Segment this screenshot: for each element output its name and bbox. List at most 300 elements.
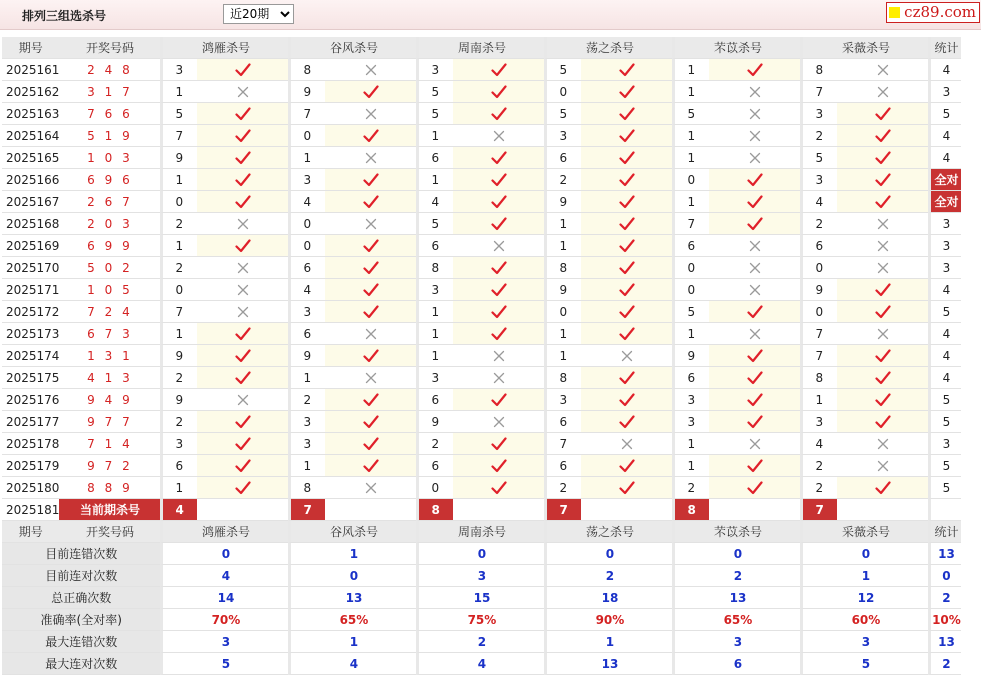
check-icon bbox=[453, 455, 544, 477]
check-icon bbox=[197, 323, 288, 345]
cross-icon bbox=[197, 213, 288, 235]
check-icon bbox=[453, 81, 544, 103]
cross-icon bbox=[837, 81, 928, 103]
col-period: 期号 bbox=[2, 521, 59, 543]
row-kill-number: 1 bbox=[672, 81, 709, 103]
row-stat: 5 bbox=[928, 103, 961, 125]
table-row bbox=[2, 103, 961, 125]
summary-value: 13 bbox=[672, 587, 800, 609]
row-period: 2025166 bbox=[2, 169, 59, 191]
row-kill-number: 1 bbox=[160, 477, 197, 499]
table-row bbox=[2, 345, 961, 367]
check-icon bbox=[325, 279, 416, 301]
row-kill-number: 7 bbox=[800, 323, 837, 345]
row-kill-number: 4 bbox=[800, 191, 837, 213]
col-stat: 统计 bbox=[928, 37, 961, 59]
row-kill-number: 1 bbox=[160, 169, 197, 191]
summary-stat: 2 bbox=[928, 653, 961, 675]
row-kill-number: 0 bbox=[416, 477, 453, 499]
col-expert-1: 谷风杀号 bbox=[288, 521, 416, 543]
summary-value: 4 bbox=[416, 653, 544, 675]
check-icon bbox=[837, 279, 928, 301]
logo-square-icon bbox=[889, 7, 900, 18]
check-icon bbox=[325, 235, 416, 257]
row-period: 2025170 bbox=[2, 257, 59, 279]
cross-icon bbox=[837, 235, 928, 257]
summary-stat: 13 bbox=[928, 543, 961, 565]
table-row bbox=[2, 433, 961, 455]
row-kill-number: 2 bbox=[160, 257, 197, 279]
summary-stat: 13 bbox=[928, 631, 961, 653]
check-icon bbox=[581, 477, 672, 499]
row-kill-number: 0 bbox=[672, 169, 709, 191]
row-kill-number: 3 bbox=[288, 411, 325, 433]
table-row bbox=[2, 191, 961, 213]
row-kill-number: 6 bbox=[672, 367, 709, 389]
table-row bbox=[2, 323, 961, 345]
row-period: 2025169 bbox=[2, 235, 59, 257]
row-kill-number: 3 bbox=[160, 433, 197, 455]
row-kill-number: 0 bbox=[160, 191, 197, 213]
cross-icon bbox=[453, 411, 544, 433]
row-kill-number: 1 bbox=[288, 147, 325, 169]
current-stat-cell bbox=[928, 499, 961, 521]
table-row bbox=[2, 257, 961, 279]
summary-value: 0 bbox=[544, 543, 672, 565]
logo-text: cz89.com bbox=[904, 3, 976, 21]
row-kill-number: 2 bbox=[800, 125, 837, 147]
current-empty-cell bbox=[581, 499, 672, 521]
summary-value: 4 bbox=[288, 653, 416, 675]
row-kill-number: 8 bbox=[544, 367, 581, 389]
col-expert-1: 谷风杀号 bbox=[288, 37, 416, 59]
check-icon bbox=[197, 103, 288, 125]
cross-icon bbox=[453, 235, 544, 257]
row-period: 2025180 bbox=[2, 477, 59, 499]
col-open-number: 开奖号码 bbox=[59, 521, 160, 543]
check-icon bbox=[837, 389, 928, 411]
summary-value: 3 bbox=[160, 631, 288, 653]
row-kill-number: 6 bbox=[288, 257, 325, 279]
current-kill-number: 7 bbox=[288, 499, 325, 521]
cross-icon bbox=[197, 279, 288, 301]
check-icon bbox=[581, 455, 672, 477]
row-kill-number: 6 bbox=[544, 147, 581, 169]
col-open-number: 开奖号码 bbox=[59, 37, 160, 59]
row-kill-number: 3 bbox=[544, 125, 581, 147]
row-open-number: 9 7 7 bbox=[59, 411, 160, 433]
row-open-number: 1 3 1 bbox=[59, 345, 160, 367]
check-icon bbox=[709, 477, 800, 499]
row-kill-number: 3 bbox=[288, 433, 325, 455]
check-icon bbox=[581, 323, 672, 345]
row-kill-number: 7 bbox=[288, 103, 325, 125]
check-icon bbox=[453, 433, 544, 455]
check-icon bbox=[197, 455, 288, 477]
row-kill-number: 1 bbox=[672, 147, 709, 169]
cross-icon bbox=[709, 323, 800, 345]
col-expert-2: 周南杀号 bbox=[416, 521, 544, 543]
cross-icon bbox=[837, 455, 928, 477]
table-row bbox=[2, 147, 961, 169]
cross-icon bbox=[837, 59, 928, 81]
row-stat: 5 bbox=[928, 411, 961, 433]
summary-stat: 2 bbox=[928, 587, 961, 609]
check-icon bbox=[453, 169, 544, 191]
check-icon bbox=[709, 411, 800, 433]
summary-value: 75% bbox=[416, 609, 544, 631]
row-period: 2025177 bbox=[2, 411, 59, 433]
row-kill-number: 2 bbox=[800, 213, 837, 235]
row-kill-number: 9 bbox=[672, 345, 709, 367]
row-kill-number: 3 bbox=[160, 59, 197, 81]
check-icon bbox=[197, 191, 288, 213]
col-expert-4: 芣苡杀号 bbox=[672, 37, 800, 59]
row-kill-number: 5 bbox=[544, 59, 581, 81]
check-icon bbox=[581, 389, 672, 411]
row-open-number: 5 1 9 bbox=[59, 125, 160, 147]
summary-value: 1 bbox=[288, 543, 416, 565]
check-icon bbox=[837, 301, 928, 323]
check-icon bbox=[581, 103, 672, 125]
top-bar bbox=[0, 0, 981, 30]
cross-icon bbox=[837, 433, 928, 455]
summary-value: 1 bbox=[800, 565, 928, 587]
cross-icon bbox=[325, 367, 416, 389]
row-period: 2025178 bbox=[2, 433, 59, 455]
check-icon bbox=[581, 125, 672, 147]
cross-icon bbox=[709, 81, 800, 103]
current-kill-number: 8 bbox=[672, 499, 709, 521]
row-kill-number: 9 bbox=[544, 279, 581, 301]
row-stat: 5 bbox=[928, 455, 961, 477]
row-kill-number: 1 bbox=[416, 323, 453, 345]
row-open-number: 7 2 4 bbox=[59, 301, 160, 323]
check-icon bbox=[325, 389, 416, 411]
check-icon bbox=[581, 213, 672, 235]
current-empty-cell bbox=[837, 499, 928, 521]
check-icon bbox=[581, 301, 672, 323]
check-icon bbox=[709, 389, 800, 411]
row-kill-number: 7 bbox=[160, 301, 197, 323]
kill-number-table bbox=[2, 37, 961, 675]
row-kill-number: 9 bbox=[160, 345, 197, 367]
check-icon bbox=[325, 191, 416, 213]
check-icon bbox=[325, 257, 416, 279]
check-icon bbox=[837, 411, 928, 433]
check-icon bbox=[197, 367, 288, 389]
summary-value: 2 bbox=[544, 565, 672, 587]
check-icon bbox=[197, 477, 288, 499]
check-icon bbox=[197, 433, 288, 455]
check-icon bbox=[709, 455, 800, 477]
cross-icon bbox=[709, 103, 800, 125]
row-kill-number: 1 bbox=[160, 81, 197, 103]
row-kill-number: 2 bbox=[544, 169, 581, 191]
row-kill-number: 1 bbox=[672, 59, 709, 81]
row-kill-number: 9 bbox=[160, 389, 197, 411]
row-stat: 5 bbox=[928, 389, 961, 411]
row-kill-number: 9 bbox=[544, 191, 581, 213]
row-kill-number: 1 bbox=[416, 169, 453, 191]
row-kill-number: 3 bbox=[672, 389, 709, 411]
cross-icon bbox=[197, 389, 288, 411]
current-empty-cell bbox=[709, 499, 800, 521]
summary-value: 70% bbox=[160, 609, 288, 631]
row-stat: 4 bbox=[928, 367, 961, 389]
summary-label: 准确率(全对率) bbox=[2, 609, 160, 631]
check-icon bbox=[453, 213, 544, 235]
cross-icon bbox=[709, 235, 800, 257]
summary-label: 目前连对次数 bbox=[2, 565, 160, 587]
row-kill-number: 5 bbox=[416, 213, 453, 235]
row-kill-number: 1 bbox=[288, 367, 325, 389]
row-period: 2025168 bbox=[2, 213, 59, 235]
row-period: 2025175 bbox=[2, 367, 59, 389]
row-open-number: 8 8 9 bbox=[59, 477, 160, 499]
row-kill-number: 3 bbox=[288, 301, 325, 323]
row-open-number: 9 7 2 bbox=[59, 455, 160, 477]
site-logo[interactable] bbox=[886, 2, 980, 23]
check-icon bbox=[581, 59, 672, 81]
col-expert-0: 鸿雁杀号 bbox=[160, 521, 288, 543]
summary-value: 14 bbox=[160, 587, 288, 609]
row-open-number: 3 1 7 bbox=[59, 81, 160, 103]
row-kill-number: 3 bbox=[672, 411, 709, 433]
summary-value: 0 bbox=[288, 565, 416, 587]
check-icon bbox=[453, 477, 544, 499]
check-icon bbox=[325, 455, 416, 477]
summary-value: 65% bbox=[672, 609, 800, 631]
current-period: 2025181 bbox=[2, 499, 59, 521]
check-icon bbox=[453, 279, 544, 301]
row-kill-number: 1 bbox=[544, 323, 581, 345]
row-open-number: 1 0 3 bbox=[59, 147, 160, 169]
row-kill-number: 0 bbox=[288, 213, 325, 235]
row-kill-number: 4 bbox=[288, 279, 325, 301]
check-icon bbox=[325, 125, 416, 147]
summary-label: 目前连错次数 bbox=[2, 543, 160, 565]
row-kill-number: 9 bbox=[288, 345, 325, 367]
summary-stat: 10% bbox=[928, 609, 961, 631]
table-row bbox=[2, 279, 961, 301]
summary-value: 6 bbox=[672, 653, 800, 675]
table-row bbox=[2, 389, 961, 411]
check-icon bbox=[325, 433, 416, 455]
check-icon bbox=[709, 191, 800, 213]
check-icon bbox=[837, 345, 928, 367]
row-period: 2025165 bbox=[2, 147, 59, 169]
summary-value: 0 bbox=[800, 543, 928, 565]
period-range-select[interactable] bbox=[223, 4, 294, 24]
row-kill-number: 8 bbox=[800, 367, 837, 389]
cross-icon bbox=[837, 257, 928, 279]
row-kill-number: 1 bbox=[672, 125, 709, 147]
row-open-number: 6 9 9 bbox=[59, 235, 160, 257]
summary-value: 13 bbox=[288, 587, 416, 609]
check-icon bbox=[581, 279, 672, 301]
page-title: 排列三组选杀号 bbox=[22, 9, 107, 23]
row-kill-number: 8 bbox=[288, 477, 325, 499]
check-icon bbox=[453, 191, 544, 213]
row-stat: 5 bbox=[928, 301, 961, 323]
table-row bbox=[2, 455, 961, 477]
row-kill-number: 1 bbox=[288, 455, 325, 477]
row-kill-number: 0 bbox=[288, 125, 325, 147]
row-kill-number: 0 bbox=[672, 279, 709, 301]
check-icon bbox=[197, 345, 288, 367]
row-kill-number: 9 bbox=[288, 81, 325, 103]
check-icon bbox=[581, 191, 672, 213]
row-kill-number: 8 bbox=[800, 59, 837, 81]
current-empty-cell bbox=[197, 499, 288, 521]
table-row bbox=[2, 169, 961, 191]
check-icon bbox=[581, 411, 672, 433]
row-stat: 3 bbox=[928, 213, 961, 235]
row-kill-number: 6 bbox=[416, 455, 453, 477]
row-period: 2025172 bbox=[2, 301, 59, 323]
row-kill-number: 0 bbox=[672, 257, 709, 279]
row-kill-number: 6 bbox=[416, 389, 453, 411]
cross-icon bbox=[837, 323, 928, 345]
row-kill-number: 2 bbox=[672, 477, 709, 499]
row-kill-number: 6 bbox=[800, 235, 837, 257]
check-icon bbox=[197, 125, 288, 147]
row-stat: 3 bbox=[928, 257, 961, 279]
row-kill-number: 5 bbox=[416, 103, 453, 125]
summary-value: 12 bbox=[800, 587, 928, 609]
row-kill-number: 7 bbox=[544, 433, 581, 455]
row-period: 2025161 bbox=[2, 59, 59, 81]
row-kill-number: 1 bbox=[416, 345, 453, 367]
col-expert-3: 荡之杀号 bbox=[544, 521, 672, 543]
cross-icon bbox=[709, 125, 800, 147]
summary-value: 2 bbox=[672, 565, 800, 587]
row-kill-number: 8 bbox=[544, 257, 581, 279]
row-kill-number: 4 bbox=[800, 433, 837, 455]
row-kill-number: 1 bbox=[672, 323, 709, 345]
table-row bbox=[2, 301, 961, 323]
row-kill-number: 7 bbox=[800, 81, 837, 103]
row-period: 2025171 bbox=[2, 279, 59, 301]
summary-stat: 0 bbox=[928, 565, 961, 587]
row-kill-number: 3 bbox=[416, 367, 453, 389]
check-icon bbox=[709, 59, 800, 81]
row-open-number: 7 6 6 bbox=[59, 103, 160, 125]
table-row bbox=[2, 411, 961, 433]
row-kill-number: 3 bbox=[288, 169, 325, 191]
current-period-row bbox=[2, 499, 961, 521]
top-header-row bbox=[2, 37, 961, 59]
table-row bbox=[2, 235, 961, 257]
check-icon bbox=[581, 81, 672, 103]
row-period: 2025164 bbox=[2, 125, 59, 147]
summary-value: 0 bbox=[160, 543, 288, 565]
row-kill-number: 9 bbox=[160, 147, 197, 169]
row-kill-number: 3 bbox=[544, 389, 581, 411]
row-kill-number: 1 bbox=[544, 213, 581, 235]
row-kill-number: 1 bbox=[800, 389, 837, 411]
row-kill-number: 1 bbox=[544, 345, 581, 367]
table-row bbox=[2, 125, 961, 147]
row-period: 2025162 bbox=[2, 81, 59, 103]
row-kill-number: 5 bbox=[416, 81, 453, 103]
current-kill-number: 4 bbox=[160, 499, 197, 521]
check-icon bbox=[197, 59, 288, 81]
row-open-number: 4 1 3 bbox=[59, 367, 160, 389]
cross-icon bbox=[453, 125, 544, 147]
check-icon bbox=[837, 367, 928, 389]
summary-value: 90% bbox=[544, 609, 672, 631]
cross-icon bbox=[197, 81, 288, 103]
check-icon bbox=[325, 81, 416, 103]
cross-icon bbox=[709, 147, 800, 169]
check-icon bbox=[709, 213, 800, 235]
summary-value: 13 bbox=[544, 653, 672, 675]
row-kill-number: 5 bbox=[672, 103, 709, 125]
row-kill-number: 6 bbox=[160, 455, 197, 477]
table-row bbox=[2, 81, 961, 103]
row-kill-number: 2 bbox=[288, 389, 325, 411]
check-icon bbox=[837, 191, 928, 213]
table-row bbox=[2, 477, 961, 499]
current-kill-label: 当前期杀号 bbox=[59, 499, 160, 521]
current-empty-cell bbox=[453, 499, 544, 521]
row-open-number: 1 0 5 bbox=[59, 279, 160, 301]
check-icon bbox=[581, 257, 672, 279]
row-stat: 3 bbox=[928, 235, 961, 257]
row-open-number: 5 0 2 bbox=[59, 257, 160, 279]
col-expert-3: 荡之杀号 bbox=[544, 37, 672, 59]
check-icon bbox=[453, 147, 544, 169]
row-kill-number: 1 bbox=[672, 455, 709, 477]
summary-value: 1 bbox=[288, 631, 416, 653]
summary-value: 4 bbox=[160, 565, 288, 587]
cross-icon bbox=[325, 323, 416, 345]
check-icon bbox=[581, 367, 672, 389]
all-correct-badge: 全对 bbox=[928, 191, 961, 213]
cross-icon bbox=[709, 257, 800, 279]
current-empty-cell bbox=[325, 499, 416, 521]
row-period: 2025176 bbox=[2, 389, 59, 411]
cross-icon bbox=[453, 345, 544, 367]
row-period: 2025179 bbox=[2, 455, 59, 477]
row-kill-number: 1 bbox=[160, 235, 197, 257]
row-kill-number: 2 bbox=[800, 477, 837, 499]
check-icon bbox=[581, 235, 672, 257]
row-kill-number: 3 bbox=[800, 411, 837, 433]
summary-value: 18 bbox=[544, 587, 672, 609]
row-period: 2025173 bbox=[2, 323, 59, 345]
summary-label: 总正确次数 bbox=[2, 587, 160, 609]
row-kill-number: 9 bbox=[800, 279, 837, 301]
row-stat: 4 bbox=[928, 345, 961, 367]
row-kill-number: 4 bbox=[416, 191, 453, 213]
row-stat: 3 bbox=[928, 81, 961, 103]
summary-value: 0 bbox=[672, 543, 800, 565]
row-kill-number: 2 bbox=[160, 411, 197, 433]
cross-icon bbox=[325, 147, 416, 169]
check-icon bbox=[453, 59, 544, 81]
row-kill-number: 0 bbox=[288, 235, 325, 257]
row-kill-number: 1 bbox=[416, 125, 453, 147]
row-stat: 4 bbox=[928, 323, 961, 345]
row-kill-number: 3 bbox=[800, 169, 837, 191]
check-icon bbox=[837, 169, 928, 191]
row-stat: 4 bbox=[928, 125, 961, 147]
summary-header-row bbox=[2, 521, 961, 543]
cross-icon bbox=[837, 213, 928, 235]
